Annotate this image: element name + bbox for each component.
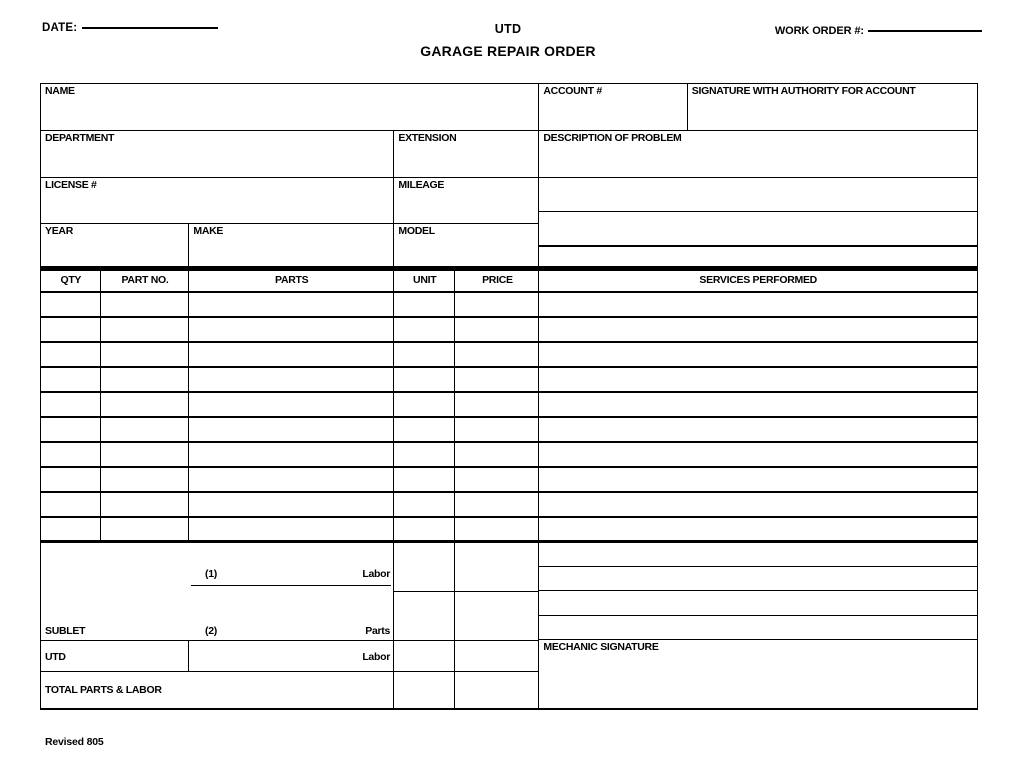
field-description-of-problem-label: DESCRIPTION OF PROBLEM xyxy=(543,132,682,145)
cell-qty[interactable] xyxy=(40,442,102,467)
cell-unit[interactable] xyxy=(393,442,456,467)
utd-label: UTD xyxy=(45,651,66,663)
field-signature-authority-label: SIGNATURE WITH AUTHORITY FOR ACCOUNT xyxy=(691,85,916,97)
cell-price[interactable] xyxy=(454,367,540,392)
cell-price[interactable] xyxy=(454,442,540,467)
total-parts-labor-cell[interactable] xyxy=(40,671,395,710)
note-two-label: (2) xyxy=(205,624,217,637)
utd-labor-cell[interactable] xyxy=(188,640,395,673)
sublet-price-cell-2[interactable] xyxy=(454,591,540,642)
cell-price[interactable] xyxy=(454,467,540,492)
field-name[interactable] xyxy=(40,83,540,132)
cell-price[interactable] xyxy=(454,492,540,517)
column-header-unit-label: UNIT xyxy=(413,274,437,287)
cell-part-no[interactable] xyxy=(100,442,190,467)
field-mileage-label: MILEAGE xyxy=(398,178,445,191)
cell-part-no[interactable] xyxy=(100,467,190,492)
date-label: DATE: xyxy=(42,22,78,34)
field-name-label: NAME xyxy=(45,85,75,97)
cell-qty[interactable] xyxy=(40,492,102,517)
total-price-cell[interactable] xyxy=(454,671,540,710)
cell-part-no[interactable] xyxy=(100,492,190,517)
cell-price[interactable] xyxy=(454,342,540,367)
cell-part-no[interactable] xyxy=(100,417,190,442)
field-make[interactable] xyxy=(188,223,395,268)
form-grid xyxy=(40,83,978,710)
work-order-input-line[interactable] xyxy=(868,30,982,32)
cell-part-no[interactable] xyxy=(100,317,190,342)
cell-price[interactable] xyxy=(454,392,540,417)
cell-services[interactable] xyxy=(538,517,978,542)
parts-two-label: Parts xyxy=(365,624,390,637)
cell-unit[interactable] xyxy=(393,292,456,317)
sublet-unit-cell[interactable] xyxy=(393,542,456,593)
column-header-qty xyxy=(40,268,102,293)
field-extension-label: EXTENSION xyxy=(398,132,457,145)
cell-qty[interactable] xyxy=(40,467,102,492)
services-extra-row-3[interactable] xyxy=(538,590,978,616)
cell-services[interactable] xyxy=(538,392,978,417)
cell-services[interactable] xyxy=(538,367,978,392)
utd-price-cell[interactable] xyxy=(454,640,540,673)
services-extra-row-4[interactable] xyxy=(538,615,978,641)
cell-qty[interactable] xyxy=(40,292,102,317)
labor-one-label: Labor xyxy=(362,567,390,580)
sublet-price-cell[interactable] xyxy=(454,542,540,593)
revision-note: Revised 805 xyxy=(45,736,104,748)
field-model[interactable] xyxy=(393,223,540,268)
field-account-number[interactable] xyxy=(538,83,688,132)
field-account-number-label: ACCOUNT # xyxy=(543,85,602,97)
note-one-label: (1) xyxy=(205,567,217,580)
cell-unit[interactable] xyxy=(393,417,456,442)
field-department-label: DEPARTMENT xyxy=(45,132,115,145)
cell-parts[interactable] xyxy=(188,342,395,367)
cell-price[interactable] xyxy=(454,317,540,342)
sublet-summary-cell[interactable] xyxy=(40,542,395,642)
cell-unit[interactable] xyxy=(393,467,456,492)
utd-label-cell[interactable] xyxy=(40,640,190,673)
field-signature-authority[interactable] xyxy=(687,83,978,132)
column-header-part-no-label: PART NO. xyxy=(121,274,169,287)
field-problem-line-3[interactable] xyxy=(538,211,978,247)
cell-services[interactable] xyxy=(538,467,978,492)
cell-part-no[interactable] xyxy=(100,342,190,367)
utd-unit-cell[interactable] xyxy=(393,640,456,673)
cell-parts[interactable] xyxy=(188,317,395,342)
field-mechanic-signature-label: MECHANIC SIGNATURE xyxy=(543,641,659,654)
cell-unit[interactable] xyxy=(393,342,456,367)
cell-services[interactable] xyxy=(538,442,978,467)
cell-parts[interactable] xyxy=(188,367,395,392)
field-make-label: MAKE xyxy=(193,225,224,238)
field-model-label: MODEL xyxy=(398,225,435,238)
column-header-part-no xyxy=(100,268,190,293)
column-header-qty-label: QTY xyxy=(60,274,82,287)
field-year-label: YEAR xyxy=(45,225,73,238)
field-problem-line-4[interactable] xyxy=(538,246,978,269)
cell-part-no[interactable] xyxy=(100,392,190,417)
field-license[interactable] xyxy=(40,177,395,225)
work-order-label: WORK ORDER #: xyxy=(774,25,864,37)
services-extra-row-1[interactable] xyxy=(538,542,978,568)
sublet-label: SUBLET xyxy=(45,624,86,637)
cell-qty[interactable] xyxy=(40,342,102,367)
cell-parts[interactable] xyxy=(188,442,395,467)
cell-price[interactable] xyxy=(454,517,540,542)
cell-parts[interactable] xyxy=(188,492,395,517)
labor-two-label: Labor xyxy=(362,651,390,663)
cell-parts[interactable] xyxy=(188,417,395,442)
cell-unit[interactable] xyxy=(393,317,456,342)
work-order-field-group xyxy=(775,25,982,37)
field-year[interactable] xyxy=(40,223,190,268)
cell-parts[interactable] xyxy=(188,292,395,317)
total-unit-cell[interactable] xyxy=(393,671,456,710)
cell-parts[interactable] xyxy=(188,517,395,542)
field-description-of-problem[interactable] xyxy=(538,130,978,178)
cell-part-no[interactable] xyxy=(100,517,190,542)
field-license-label: LICENSE # xyxy=(45,178,97,191)
column-header-services-performed xyxy=(538,268,978,293)
cell-services[interactable] xyxy=(538,292,978,317)
column-header-services-performed-label: SERVICES PERFORMED xyxy=(699,274,817,287)
cell-unit[interactable] xyxy=(393,492,456,517)
cell-price[interactable] xyxy=(454,417,540,442)
field-mechanic-signature[interactable] xyxy=(538,639,978,710)
cell-services[interactable] xyxy=(538,492,978,517)
column-header-parts xyxy=(188,268,395,293)
cell-qty[interactable] xyxy=(40,392,102,417)
cell-part-no[interactable] xyxy=(100,367,190,392)
cell-unit[interactable] xyxy=(393,367,456,392)
cell-price[interactable] xyxy=(454,292,540,317)
column-header-unit xyxy=(393,268,456,293)
total-parts-labor-label: TOTAL PARTS & LABOR xyxy=(45,684,162,697)
cell-services[interactable] xyxy=(538,342,978,367)
sublet-unit-cell-2[interactable] xyxy=(393,591,456,642)
cell-qty[interactable] xyxy=(40,417,102,442)
cell-qty[interactable] xyxy=(40,367,102,392)
cell-services[interactable] xyxy=(538,317,978,342)
field-mileage[interactable] xyxy=(393,177,540,225)
cell-unit[interactable] xyxy=(393,392,456,417)
column-header-price-label: PRICE xyxy=(482,274,513,287)
cell-parts[interactable] xyxy=(188,467,395,492)
column-header-parts-label: PARTS xyxy=(275,274,309,287)
cell-qty[interactable] xyxy=(40,517,102,542)
cell-part-no[interactable] xyxy=(100,292,190,317)
field-problem-line-2[interactable] xyxy=(538,177,978,213)
page-title: GARAGE REPAIR ORDER xyxy=(420,43,596,59)
field-department[interactable] xyxy=(40,130,395,178)
services-extra-row-2[interactable] xyxy=(538,566,978,592)
cell-parts[interactable] xyxy=(188,392,395,417)
cell-qty[interactable] xyxy=(40,317,102,342)
sublet-entry-line[interactable] xyxy=(191,585,391,586)
page-title-organization: UTD xyxy=(494,22,522,36)
column-header-price xyxy=(454,268,540,293)
cell-unit[interactable] xyxy=(393,517,456,542)
cell-services[interactable] xyxy=(538,417,978,442)
field-extension[interactable] xyxy=(393,130,540,178)
